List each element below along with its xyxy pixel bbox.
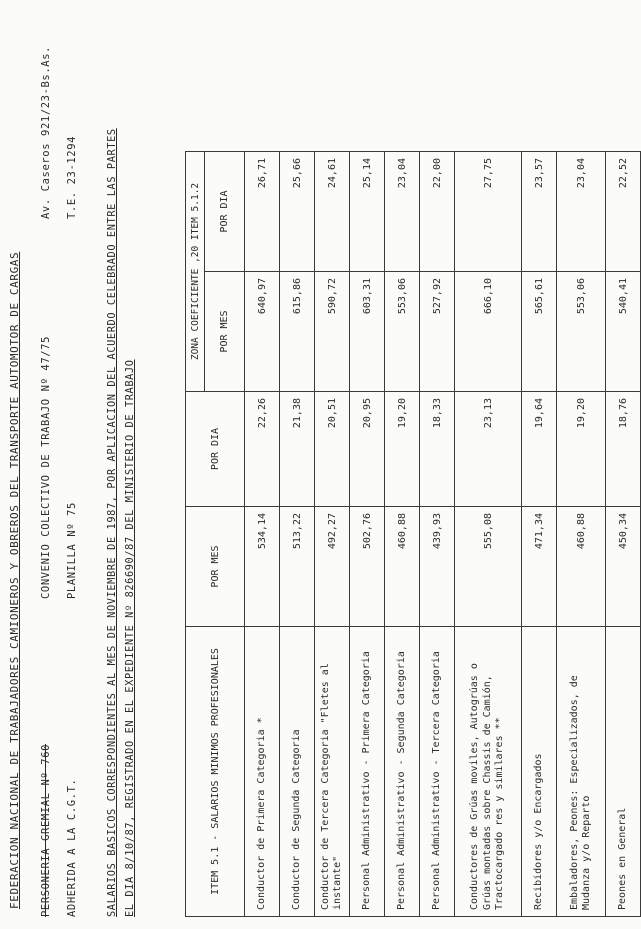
row-zona-por-mes: 603,31 [350,272,385,392]
column-header-zona-por-dia: POR DIA [205,152,245,272]
row-zona-por-dia: 22,00 [420,152,455,272]
row-por-dia: 21,38 [280,392,315,507]
convenio-colectivo: CONVENIO COLECTIVO DE TRABAJO Nº 47/75 [40,335,52,599]
row-por-mes: 471,34 [522,507,557,627]
row-zona-por-dia: 26,71 [245,152,280,272]
row-por-dia: 19,64 [522,392,557,507]
federation-title: FEDERACION NACIONAL DE TRABAJADORES CAMIONEROS Y OBREROS DEL TRANSPORTE AUTOMOTOR DE CARGAS [8,251,21,909]
row-zona-por-dia: 23,04 [557,152,606,272]
row-por-mes: 460,88 [557,507,606,627]
table-row [455,152,522,917]
table-row [385,152,420,917]
row-zona-por-mes: 527,92 [420,272,455,392]
table-row [315,152,350,917]
column-header-por-dia: POR DIA [186,392,245,507]
salary-table [185,151,641,917]
row-label: Peones en General [606,627,641,917]
column-header-item: ITEM 5.1 - SALARIOS MINIMOS PROFESIONALES [186,627,245,917]
row-zona-por-dia: 23,04 [385,152,420,272]
phone-number: T.E. 23-1294 [66,135,78,219]
planilla-number: PLANILLA Nº 75 [66,502,78,599]
table-row [350,152,385,917]
row-por-mes: 439,93 [420,507,455,627]
row-por-mes: 450,34 [606,507,641,627]
row-zona-por-dia: 23,57 [522,152,557,272]
row-por-mes: 555,08 [455,507,522,627]
row-label: Conductor de Segunda Categoria [280,627,315,917]
row-zona-por-mes: 553,06 [557,272,606,392]
row-label: Personal Administrativo - Tercera Categoria [420,627,455,917]
persona-gremial: PERSONERIA GREMIAL Nº 760 [40,743,52,917]
row-label: Conductor de Primera Categoria * [245,627,280,917]
row-por-mes: 492,27 [315,507,350,627]
row-por-mes: 534,14 [245,507,280,627]
address: Av. Caseros 921/23-Bs.As. [40,45,52,219]
row-zona-por-mes: 540,41 [606,272,641,392]
row-zona-por-mes: 553,06 [385,272,420,392]
row-por-dia: 23,13 [455,392,522,507]
row-zona-por-mes: 615,86 [280,272,315,392]
row-zona-por-mes: 590,72 [315,272,350,392]
row-por-mes: 502,76 [350,507,385,627]
row-label: Personal Administrativo - Primera Categoria [350,627,385,917]
row-label: Conductor de Tercera Categoria "Fletes al instante" [315,627,350,917]
column-header-por-mes: POR MES [186,507,245,627]
row-por-mes: 513,22 [280,507,315,627]
expediente-line: EL DIA 8/10/87, REGISTRADO EN EL EXPEDIENTE Nº 826690/87 DEL MINISTERIO DE TRABAJO [124,359,136,917]
row-por-dia: 18,76 [606,392,641,507]
adherida-cgt: ADHERIDA A LA C.G.T. [66,778,78,917]
column-header-zona: ZONA COEFICIENTE ,20 ITEM 5.1.2 [186,152,205,392]
row-por-dia: 22,26 [245,392,280,507]
table-row [420,152,455,917]
row-zona-por-mes: 640,97 [245,272,280,392]
row-por-dia: 20,95 [350,392,385,507]
row-label: Embaladores, Peones: Especializados, de Mudanza y/o Reparto [557,627,606,917]
table-row [522,152,557,917]
table-row [245,152,280,917]
row-zona-por-dia: 22,52 [606,152,641,272]
row-por-dia: 19,20 [557,392,606,507]
row-zona-por-mes: 565,61 [522,272,557,392]
row-zona-por-dia: 27,75 [455,152,522,272]
row-zona-por-mes: 666,10 [455,272,522,392]
row-label: Recibidores y/o Encargados [522,627,557,917]
row-por-mes: 460,88 [385,507,420,627]
table-row [557,152,606,917]
row-por-dia: 18,33 [420,392,455,507]
table-row [606,152,641,917]
column-header-zona-por-mes: POR MES [205,272,245,392]
row-zona-por-dia: 24,61 [315,152,350,272]
row-por-dia: 20,51 [315,392,350,507]
row-zona-por-dia: 25,14 [350,152,385,272]
table-row [280,152,315,917]
row-label: Conductores de Grúas moviles, Autogrúas o Grúas montadas sobre Chassis de Camión, Tractocargado res y similares ** [455,627,522,917]
row-zona-por-dia: 25,66 [280,152,315,272]
salarios-line: SALARIOS BASICOS CORRESPONDIENTES AL MES DE NOVIEMBRE DE 1987, POR APLICACION DEL ACUERDO CELEBRADO ENTRE LAS PARTES [106,128,118,917]
row-label: Personal Administrativo - Segunda Categoria [385,627,420,917]
table-header-row [186,152,205,917]
row-por-dia: 19,20 [385,392,420,507]
